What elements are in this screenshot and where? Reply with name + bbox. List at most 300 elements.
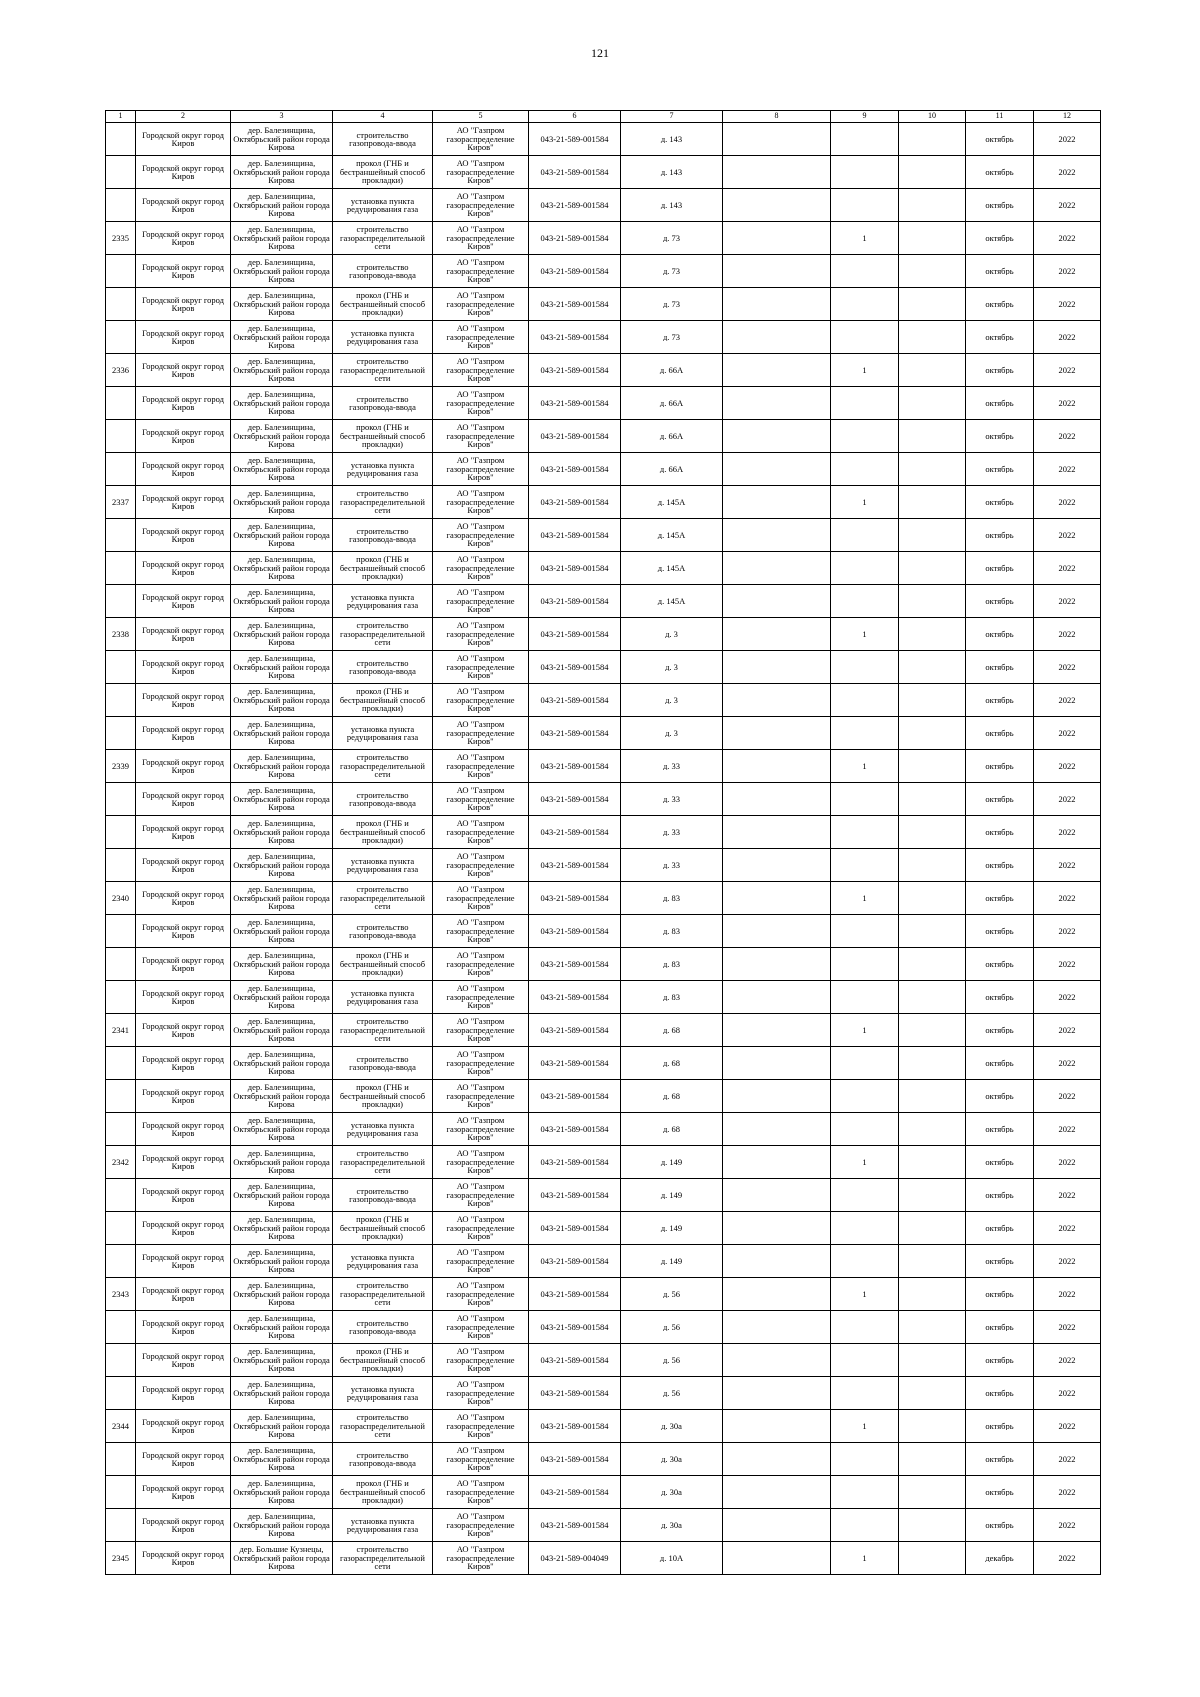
count-cell (831, 354, 899, 387)
municipality-cell (136, 1443, 231, 1476)
work-type-cell (333, 948, 433, 981)
organization-cell-text: АО "Газпром газораспределение Киров" (446, 588, 515, 614)
work-type-cell-text: строительство газопровода-ввода (349, 130, 416, 148)
house-cell-text: д. 143 (660, 200, 683, 210)
municipality-cell-text: Городской округ город Киров (142, 1021, 224, 1039)
year-cell (1034, 783, 1101, 816)
address-cell-text: дер. Балезинщина, Октябрьский район города Кирова (233, 1248, 330, 1274)
year-cell (1034, 222, 1101, 255)
month-cell-text: октябрь (985, 1025, 1014, 1035)
municipality-cell-text: Городской округ город Киров (142, 295, 224, 313)
year-cell-text: 2022 (1058, 1223, 1076, 1233)
registry-number-cell (529, 552, 621, 585)
empty-cell-10 (899, 1047, 966, 1080)
work-type-cell (333, 915, 433, 948)
municipality-cell (136, 882, 231, 915)
organization-cell (433, 651, 529, 684)
municipality-cell-text: Городской округ город Киров (142, 889, 224, 907)
work-type-cell-text: строительство газораспределительной сети (340, 885, 425, 911)
empty-cell-8 (723, 1047, 831, 1080)
organization-cell-text: АО "Газпром газораспределение Киров" (446, 390, 515, 416)
row-number-cell-text: 2341 (112, 1025, 129, 1035)
house-cell-text: д. 33 (662, 761, 681, 771)
count-cell (831, 1410, 899, 1443)
work-type-cell-text: установка пункта редуцирования газа (346, 460, 419, 478)
organization-cell-text: АО "Газпром газораспределение Киров" (446, 753, 515, 779)
month-cell (966, 156, 1034, 189)
empty-cell-8 (723, 981, 831, 1014)
registry-number-cell-text: 043-21-589-001584 (540, 1289, 609, 1299)
month-cell (966, 981, 1034, 1014)
year-cell-text: 2022 (1058, 332, 1076, 342)
count-cell (831, 1113, 899, 1146)
organization-cell (433, 948, 529, 981)
count-cell-text: 1 (862, 1025, 867, 1035)
organization-cell (433, 750, 529, 783)
count-cell (831, 486, 899, 519)
month-cell (966, 1113, 1034, 1146)
work-type-cell-text: строительство газопровода-ввода (349, 1450, 416, 1468)
table-row (106, 123, 1101, 156)
month-cell (966, 816, 1034, 849)
address-cell (231, 321, 333, 354)
house-cell-text: д. 66А (659, 365, 684, 375)
municipality-cell-text: Городской округ город Киров (142, 1285, 224, 1303)
municipality-cell (136, 552, 231, 585)
municipality-cell (136, 849, 231, 882)
empty-cell-8 (723, 750, 831, 783)
work-type-cell-text: строительство газораспределительной сети (340, 1545, 425, 1571)
house-cell (621, 981, 723, 1014)
row-number-cell (106, 1113, 136, 1146)
month-cell-text: октябрь (985, 332, 1014, 342)
organization-cell (433, 288, 529, 321)
work-type-cell-text: установка пункта редуцирования газа (346, 1384, 419, 1402)
house-cell (621, 354, 723, 387)
house-cell-text: д. 83 (662, 893, 681, 903)
address-cell (231, 882, 333, 915)
municipality-cell-text: Городской округ город Киров (142, 196, 224, 214)
row-number-cell (106, 849, 136, 882)
address-cell-text: дер. Балезинщина, Октябрьский район города Кирова (233, 885, 330, 911)
count-cell (831, 849, 899, 882)
organization-cell-text: АО "Газпром газораспределение Киров" (446, 1446, 515, 1472)
registry-number-cell (529, 486, 621, 519)
empty-cell-10 (899, 222, 966, 255)
year-cell-text: 2022 (1058, 1520, 1076, 1530)
organization-cell (433, 420, 529, 453)
year-cell (1034, 1212, 1101, 1245)
table-row (106, 783, 1101, 816)
house-cell-text: д. 30а (661, 1421, 682, 1431)
month-cell-text: октябрь (985, 1058, 1014, 1068)
house-cell-text: д. 56 (662, 1388, 681, 1398)
registry-number-cell (529, 1047, 621, 1080)
registry-number-cell-text: 043-21-589-001584 (540, 1322, 609, 1332)
address-cell (231, 288, 333, 321)
empty-cell-8 (723, 420, 831, 453)
work-type-cell-text: установка пункта редуцирования газа (346, 328, 419, 346)
organization-cell-text: АО "Газпром газораспределение Киров" (446, 1281, 515, 1307)
empty-cell-10 (899, 486, 966, 519)
registry-number-cell (529, 981, 621, 1014)
registry-number-cell-text: 043-21-589-001584 (540, 563, 609, 573)
table-row (106, 1377, 1101, 1410)
house-cell (621, 1542, 723, 1575)
month-cell (966, 684, 1034, 717)
registry-number-cell-text: 043-21-589-001584 (540, 629, 609, 639)
row-number-cell (106, 354, 136, 387)
work-type-cell (333, 1047, 433, 1080)
month-cell-text: октябрь (985, 761, 1014, 771)
organization-cell (433, 783, 529, 816)
organization-cell-text: АО "Газпром газораспределение Киров" (446, 1149, 515, 1175)
row-number-cell (106, 981, 136, 1014)
work-type-cell (333, 750, 433, 783)
address-cell-text: дер. Балезинщина, Октябрьский район города Кирова (233, 1182, 330, 1208)
address-cell (231, 651, 333, 684)
work-type-cell (333, 1476, 433, 1509)
table-row (106, 1212, 1101, 1245)
house-cell-text: д. 83 (662, 926, 681, 936)
row-number-cell (106, 948, 136, 981)
empty-cell-10 (899, 420, 966, 453)
year-cell (1034, 519, 1101, 552)
address-cell (231, 222, 333, 255)
year-cell-text: 2022 (1058, 728, 1076, 738)
count-cell (831, 1212, 899, 1245)
work-type-cell-text: строительство газопровода-ввода (349, 1318, 416, 1336)
municipality-cell (136, 684, 231, 717)
organization-cell (433, 1212, 529, 1245)
municipality-cell (136, 255, 231, 288)
municipality-cell (136, 717, 231, 750)
count-cell (831, 1311, 899, 1344)
organization-cell-text: АО "Газпром газораспределение Киров" (446, 258, 515, 284)
municipality-cell-text: Городской округ город Киров (142, 1153, 224, 1171)
house-cell (621, 1476, 723, 1509)
table-row (106, 849, 1101, 882)
table-row (106, 1047, 1101, 1080)
house-cell-text: д. 73 (662, 332, 681, 342)
empty-cell-8 (723, 1014, 831, 1047)
house-cell-text: д. 3 (665, 695, 678, 705)
registry-number-cell (529, 750, 621, 783)
house-cell (621, 1047, 723, 1080)
table-row (106, 981, 1101, 1014)
work-type-cell-text: строительство газопровода-ввода (349, 1054, 416, 1072)
year-cell-text: 2022 (1058, 299, 1076, 309)
work-type-cell (333, 255, 433, 288)
organization-cell (433, 1080, 529, 1113)
row-number-cell (106, 1509, 136, 1542)
address-cell (231, 783, 333, 816)
registry-number-cell (529, 816, 621, 849)
year-cell (1034, 849, 1101, 882)
year-cell-text: 2022 (1058, 1388, 1076, 1398)
address-cell-text: дер. Балезинщина, Октябрьский район города Кирова (233, 126, 330, 152)
year-cell-text: 2022 (1058, 1124, 1076, 1134)
year-cell (1034, 1344, 1101, 1377)
work-type-cell (333, 222, 433, 255)
count-cell (831, 1047, 899, 1080)
address-cell-text: дер. Балезинщина, Октябрьский район города Кирова (233, 1314, 330, 1340)
month-cell (966, 519, 1034, 552)
registry-number-cell-text: 043-21-589-001584 (540, 1487, 609, 1497)
organization-cell-text: АО "Газпром газораспределение Киров" (446, 324, 515, 350)
work-type-cell-text: прокол (ГНБ и бестраншейный способ прокладки) (339, 159, 426, 185)
count-cell-text: 1 (862, 893, 867, 903)
house-cell (621, 948, 723, 981)
empty-cell-10 (899, 189, 966, 222)
work-type-cell-text: установка пункта редуцирования газа (346, 724, 419, 742)
year-cell (1034, 1146, 1101, 1179)
work-type-cell-text: строительство газопровода-ввода (349, 790, 416, 808)
municipality-cell (136, 750, 231, 783)
work-type-cell (333, 552, 433, 585)
organization-cell-text: АО "Газпром газораспределение Киров" (446, 1512, 515, 1538)
house-cell (621, 1179, 723, 1212)
organization-cell-text: АО "Газпром газораспределение Киров" (446, 159, 515, 185)
municipality-cell (136, 519, 231, 552)
month-cell-text: декабрь (985, 1553, 1014, 1563)
year-cell (1034, 453, 1101, 486)
row-number-cell (106, 453, 136, 486)
empty-cell-10 (899, 1542, 966, 1575)
work-type-cell (333, 1443, 433, 1476)
organization-cell-text: АО "Газпром газораспределение Киров" (446, 1083, 515, 1109)
address-cell-text: дер. Балезинщина, Октябрьский район города Кирова (233, 1215, 330, 1241)
count-cell-text: 1 (862, 629, 867, 639)
organization-cell (433, 156, 529, 189)
registry-number-cell-text: 043-21-589-001584 (540, 398, 609, 408)
house-cell (621, 552, 723, 585)
organization-cell-text: АО "Газпром газораспределение Киров" (446, 1215, 515, 1241)
empty-cell-10 (899, 453, 966, 486)
house-cell (621, 717, 723, 750)
organization-cell-text: АО "Газпром газораспределение Киров" (446, 1347, 515, 1373)
house-cell (621, 1410, 723, 1443)
row-number-cell (106, 618, 136, 651)
house-cell (621, 849, 723, 882)
work-type-cell-text: прокол (ГНБ и бестраншейный способ прокладки) (339, 291, 426, 317)
empty-cell-8 (723, 1476, 831, 1509)
year-cell (1034, 354, 1101, 387)
work-type-cell-text: строительство газораспределительной сети (340, 753, 425, 779)
organization-cell-text: АО "Газпром газораспределение Киров" (446, 654, 515, 680)
table-row (106, 1344, 1101, 1377)
work-type-cell-text: прокол (ГНБ и бестраншейный способ прокладки) (339, 951, 426, 977)
municipality-cell (136, 948, 231, 981)
address-cell (231, 1146, 333, 1179)
empty-cell-8 (723, 948, 831, 981)
registry-number-cell (529, 189, 621, 222)
registry-number-cell (529, 1278, 621, 1311)
address-cell (231, 618, 333, 651)
address-cell-text: дер. Балезинщина, Октябрьский район города Кирова (233, 1446, 330, 1472)
year-cell-text: 2022 (1058, 959, 1076, 969)
registry-number-cell-text: 043-21-589-001584 (540, 728, 609, 738)
address-cell (231, 1245, 333, 1278)
address-cell-text: дер. Балезинщина, Октябрьский район города Кирова (233, 720, 330, 746)
registry-number-cell (529, 783, 621, 816)
month-cell (966, 123, 1034, 156)
empty-cell-10 (899, 552, 966, 585)
organization-cell-text: АО "Газпром газораспределение Киров" (446, 423, 515, 449)
month-cell (966, 717, 1034, 750)
month-cell (966, 255, 1034, 288)
house-cell-text: д. 68 (662, 1124, 681, 1134)
year-cell (1034, 288, 1101, 321)
municipality-cell-text: Городской округ город Киров (142, 988, 224, 1006)
address-cell (231, 156, 333, 189)
address-cell (231, 1542, 333, 1575)
row-number-cell-text: 2345 (112, 1553, 129, 1563)
address-cell (231, 255, 333, 288)
row-number-cell (106, 321, 136, 354)
address-cell-text: дер. Балезинщина, Октябрьский район города Кирова (233, 1017, 330, 1043)
empty-cell-8 (723, 1311, 831, 1344)
column-header-6: 6 (529, 111, 621, 123)
work-type-cell-text: прокол (ГНБ и бестраншейный способ прокладки) (339, 819, 426, 845)
count-cell (831, 1179, 899, 1212)
empty-cell-8 (723, 288, 831, 321)
work-type-cell-text: установка пункта редуцирования газа (346, 1252, 419, 1270)
empty-cell-10 (899, 717, 966, 750)
month-cell-text: октябрь (985, 1091, 1014, 1101)
organization-cell-text: АО "Газпром газораспределение Киров" (446, 786, 515, 812)
registry-number-cell-text: 043-21-589-001584 (540, 761, 609, 771)
month-cell (966, 420, 1034, 453)
organization-cell (433, 717, 529, 750)
registry-number-cell (529, 948, 621, 981)
municipality-cell-text: Городской округ город Киров (142, 262, 224, 280)
count-cell-text: 1 (862, 233, 867, 243)
month-cell (966, 783, 1034, 816)
header-row (106, 111, 1101, 123)
month-cell (966, 288, 1034, 321)
organization-cell (433, 1014, 529, 1047)
work-type-cell-text: строительство газопровода-ввода (349, 658, 416, 676)
year-cell (1034, 915, 1101, 948)
address-cell-text: дер. Большие Кузнецы, Октябрьский район города Кирова (233, 1545, 330, 1571)
municipality-cell-text: Городской округ город Киров (142, 1351, 224, 1369)
municipality-cell (136, 420, 231, 453)
month-cell (966, 948, 1034, 981)
month-cell-text: октябрь (985, 1256, 1014, 1266)
municipality-cell-text: Городской округ город Киров (142, 1252, 224, 1270)
empty-cell-8 (723, 519, 831, 552)
house-cell (621, 585, 723, 618)
work-type-cell (333, 981, 433, 1014)
month-cell-text: октябрь (985, 563, 1014, 573)
organization-cell-text: АО "Газпром газораспределение Киров" (446, 1314, 515, 1340)
count-cell-text: 1 (862, 1157, 867, 1167)
organization-cell (433, 849, 529, 882)
table-row (106, 882, 1101, 915)
year-cell (1034, 684, 1101, 717)
month-cell-text: октябрь (985, 266, 1014, 276)
table-row (106, 255, 1101, 288)
work-type-cell (333, 849, 433, 882)
work-type-cell (333, 189, 433, 222)
address-cell (231, 1344, 333, 1377)
month-cell (966, 849, 1034, 882)
address-cell-text: дер. Балезинщина, Октябрьский район города Кирова (233, 1281, 330, 1307)
address-cell-text: дер. Балезинщина, Октябрьский район города Кирова (233, 291, 330, 317)
row-number-cell-text: 2338 (112, 629, 129, 639)
work-type-cell-text: строительство газораспределительной сети (340, 1281, 425, 1307)
table-row (106, 1014, 1101, 1047)
work-type-cell (333, 1311, 433, 1344)
registry-number-cell (529, 519, 621, 552)
year-cell (1034, 1410, 1101, 1443)
house-cell-text: д. 33 (662, 860, 681, 870)
municipality-cell-text: Городской округ город Киров (142, 1219, 224, 1237)
municipality-cell-text: Городской округ город Киров (142, 394, 224, 412)
municipality-cell-text: Городской округ город Киров (142, 361, 224, 379)
row-number-cell (106, 486, 136, 519)
month-cell-text: октябрь (985, 530, 1014, 540)
organization-cell (433, 1443, 529, 1476)
registry-number-cell-text: 043-21-589-001584 (540, 827, 609, 837)
row-number-cell-text: 2337 (112, 497, 129, 507)
empty-cell-8 (723, 453, 831, 486)
work-type-cell (333, 783, 433, 816)
month-cell-text: октябрь (985, 596, 1014, 606)
month-cell-text: октябрь (985, 728, 1014, 738)
work-type-cell (333, 387, 433, 420)
empty-cell-10 (899, 321, 966, 354)
row-number-cell (106, 1212, 136, 1245)
empty-cell-8 (723, 651, 831, 684)
house-cell (621, 1311, 723, 1344)
municipality-cell-text: Городской округ город Киров (142, 922, 224, 940)
row-number-cell (106, 123, 136, 156)
year-cell-text: 2022 (1058, 398, 1076, 408)
empty-cell-10 (899, 1344, 966, 1377)
organization-cell (433, 123, 529, 156)
municipality-cell-text: Городской округ город Киров (142, 1516, 224, 1534)
organization-cell-text: АО "Газпром газораспределение Киров" (446, 819, 515, 845)
empty-cell-8 (723, 123, 831, 156)
work-type-cell-text: строительство газораспределительной сети (340, 1017, 425, 1043)
registry-number-cell-text: 043-21-589-001584 (540, 200, 609, 210)
registry-number-cell (529, 255, 621, 288)
house-cell-text: д. 143 (660, 134, 683, 144)
table-body (106, 123, 1101, 1575)
organization-cell-text: АО "Газпром газораспределение Киров" (446, 1479, 515, 1505)
count-cell-text: 1 (862, 1421, 867, 1431)
year-cell-text: 2022 (1058, 1553, 1076, 1563)
empty-cell-10 (899, 948, 966, 981)
count-cell (831, 1377, 899, 1410)
municipality-cell (136, 915, 231, 948)
house-cell (621, 882, 723, 915)
row-number-cell (106, 1014, 136, 1047)
house-cell-text: д. 66А (659, 431, 684, 441)
address-cell-text: дер. Балезинщина, Октябрьский район города Кирова (233, 159, 330, 185)
empty-cell-8 (723, 1344, 831, 1377)
work-type-cell (333, 519, 433, 552)
municipality-cell (136, 585, 231, 618)
month-cell (966, 189, 1034, 222)
empty-cell-10 (899, 156, 966, 189)
month-cell-text: октябрь (985, 167, 1014, 177)
empty-cell-8 (723, 618, 831, 651)
year-cell-text: 2022 (1058, 1421, 1076, 1431)
registry-number-cell-text: 043-21-589-001584 (540, 596, 609, 606)
